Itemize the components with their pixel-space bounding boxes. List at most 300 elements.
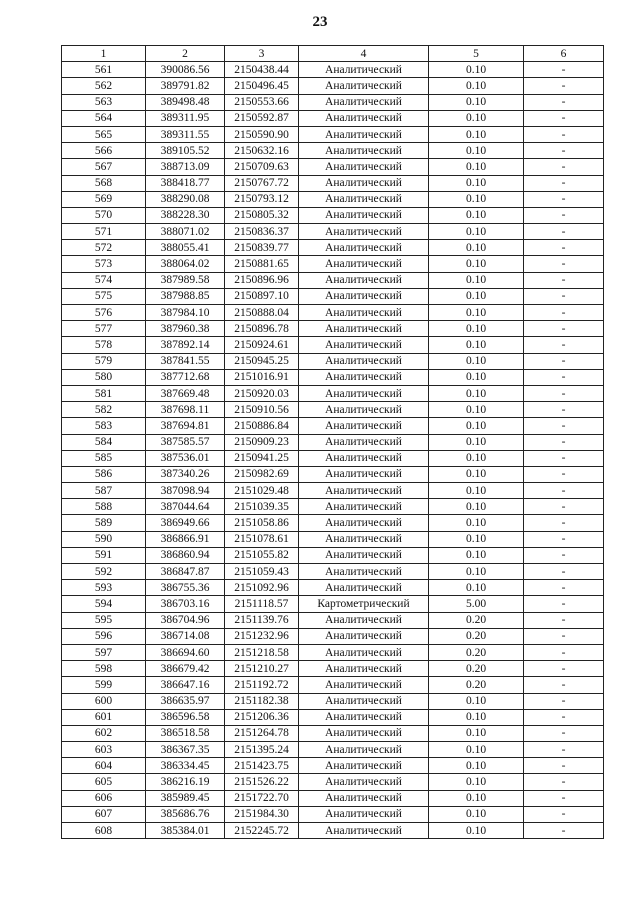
table-row [62,385,604,401]
note-cell: - [524,402,604,418]
x-coordinate-cell: 386714.08 [146,628,225,644]
method-cell: Аналитический [299,337,429,353]
x-coordinate-cell: 387340.26 [146,466,225,482]
y-coordinate-cell: 2151139.76 [225,612,299,628]
note-cell: - [524,531,604,547]
y-coordinate-cell: 2150767.72 [225,175,299,191]
y-coordinate-cell: 2150920.03 [225,385,299,401]
x-coordinate-cell: 387984.10 [146,305,225,321]
point-number-cell: 568 [62,175,146,191]
x-coordinate-cell: 388290.08 [146,191,225,207]
y-coordinate-cell: 2151984.30 [225,806,299,822]
point-number-cell: 599 [62,677,146,693]
accuracy-cell: 0.10 [429,725,524,741]
y-coordinate-cell: 2151039.35 [225,499,299,515]
accuracy-cell: 0.10 [429,337,524,353]
table-header-row [62,46,604,62]
note-cell: - [524,709,604,725]
method-cell: Аналитический [299,547,429,563]
y-coordinate-cell: 2150632.16 [225,143,299,159]
table-row [62,434,604,450]
method-cell: Аналитический [299,531,429,547]
note-cell: - [524,62,604,78]
note-cell: - [524,580,604,596]
accuracy-cell: 0.10 [429,466,524,482]
accuracy-cell: 0.10 [429,159,524,175]
y-coordinate-cell: 2150886.84 [225,418,299,434]
point-number-cell: 591 [62,547,146,563]
table-row [62,515,604,531]
note-cell: - [524,418,604,434]
accuracy-cell: 0.10 [429,402,524,418]
accuracy-cell: 0.10 [429,240,524,256]
page-number: 23 [312,14,328,30]
note-cell: - [524,596,604,612]
note-cell: - [524,483,604,499]
method-cell: Аналитический [299,288,429,304]
note-cell: - [524,434,604,450]
point-number-cell: 576 [62,305,146,321]
table-row [62,337,604,353]
note-cell: - [524,499,604,515]
table-row [62,742,604,758]
accuracy-cell: 0.10 [429,742,524,758]
method-cell: Аналитический [299,240,429,256]
note-cell: - [524,159,604,175]
accuracy-cell: 0.10 [429,806,524,822]
accuracy-cell: 0.10 [429,321,524,337]
point-number-cell: 589 [62,515,146,531]
note-cell: - [524,272,604,288]
x-coordinate-cell: 386635.97 [146,693,225,709]
method-cell: Аналитический [299,628,429,644]
accuracy-cell: 0.10 [429,94,524,110]
y-coordinate-cell: 2151722.70 [225,790,299,806]
y-coordinate-cell: 2151218.58 [225,644,299,660]
x-coordinate-cell: 389311.95 [146,110,225,126]
point-number-cell: 605 [62,774,146,790]
method-cell: Аналитический [299,78,429,94]
x-coordinate-cell: 385686.76 [146,806,225,822]
method-cell: Аналитический [299,612,429,628]
method-cell: Аналитический [299,790,429,806]
accuracy-cell: 0.10 [429,693,524,709]
x-coordinate-cell: 388064.02 [146,256,225,272]
point-number-cell: 575 [62,288,146,304]
accuracy-cell: 0.10 [429,353,524,369]
method-cell: Аналитический [299,709,429,725]
point-number-cell: 601 [62,709,146,725]
point-number-cell: 607 [62,806,146,822]
x-coordinate-cell: 386703.16 [146,596,225,612]
x-coordinate-cell: 386847.87 [146,564,225,580]
y-coordinate-cell: 2150839.77 [225,240,299,256]
accuracy-cell: 0.20 [429,644,524,660]
point-number-cell: 582 [62,402,146,418]
method-cell: Аналитический [299,191,429,207]
y-coordinate-cell: 2151526.22 [225,774,299,790]
y-coordinate-cell: 2151192.72 [225,677,299,693]
x-coordinate-cell: 387044.64 [146,499,225,515]
accuracy-cell: 0.10 [429,288,524,304]
accuracy-cell: 0.10 [429,531,524,547]
accuracy-cell: 0.10 [429,515,524,531]
x-coordinate-cell: 388228.30 [146,207,225,223]
point-number-cell: 593 [62,580,146,596]
y-coordinate-cell: 2150805.32 [225,207,299,223]
y-coordinate-cell: 2151016.91 [225,369,299,385]
accuracy-cell: 0.20 [429,612,524,628]
x-coordinate-cell: 387841.55 [146,353,225,369]
note-cell: - [524,110,604,126]
y-coordinate-cell: 2151059.43 [225,564,299,580]
x-coordinate-cell: 387989.58 [146,272,225,288]
y-coordinate-cell: 2151182.38 [225,693,299,709]
method-cell: Аналитический [299,774,429,790]
accuracy-cell: 0.10 [429,450,524,466]
note-cell: - [524,806,604,822]
accuracy-cell: 0.10 [429,418,524,434]
y-coordinate-cell: 2151423.75 [225,758,299,774]
x-coordinate-cell: 389791.82 [146,78,225,94]
table-row [62,483,604,499]
y-coordinate-cell: 2150438.44 [225,62,299,78]
note-cell: - [524,693,604,709]
method-cell: Аналитический [299,677,429,693]
method-cell: Аналитический [299,806,429,822]
note-cell: - [524,78,604,94]
point-number-cell: 561 [62,62,146,78]
note-cell: - [524,547,604,563]
point-number-cell: 585 [62,450,146,466]
method-cell: Аналитический [299,369,429,385]
y-coordinate-cell: 2150896.78 [225,321,299,337]
y-coordinate-cell: 2151078.61 [225,531,299,547]
accuracy-cell: 0.10 [429,580,524,596]
method-cell: Аналитический [299,725,429,741]
point-number-cell: 584 [62,434,146,450]
x-coordinate-cell: 386866.91 [146,531,225,547]
point-number-cell: 563 [62,94,146,110]
x-coordinate-cell: 387585.57 [146,434,225,450]
coordinates-table [61,45,604,839]
y-coordinate-cell: 2150496.45 [225,78,299,94]
table-row [62,207,604,223]
method-cell: Аналитический [299,564,429,580]
table-row [62,758,604,774]
point-number-cell: 594 [62,596,146,612]
accuracy-cell: 0.10 [429,790,524,806]
point-number-cell: 565 [62,126,146,142]
table-row [62,418,604,434]
method-cell: Аналитический [299,483,429,499]
method-cell: Аналитический [299,207,429,223]
point-number-cell: 571 [62,224,146,240]
y-coordinate-cell: 2151092.96 [225,580,299,596]
point-number-cell: 602 [62,725,146,741]
table-row [62,644,604,660]
y-coordinate-cell: 2150553.66 [225,94,299,110]
note-cell: - [524,337,604,353]
column-header: 1 [62,46,146,62]
table-row [62,628,604,644]
y-coordinate-cell: 2150881.65 [225,256,299,272]
table-row [62,806,604,822]
accuracy-cell: 0.10 [429,434,524,450]
accuracy-cell: 0.10 [429,709,524,725]
accuracy-cell: 0.10 [429,256,524,272]
y-coordinate-cell: 2151395.24 [225,742,299,758]
table-row [62,126,604,142]
note-cell: - [524,143,604,159]
y-coordinate-cell: 2150836.37 [225,224,299,240]
accuracy-cell: 0.10 [429,499,524,515]
point-number-cell: 608 [62,823,146,839]
accuracy-cell: 0.10 [429,758,524,774]
x-coordinate-cell: 388071.02 [146,224,225,240]
method-cell: Аналитический [299,402,429,418]
point-number-cell: 567 [62,159,146,175]
x-coordinate-cell: 386596.58 [146,709,225,725]
method-cell: Картометрический [299,596,429,612]
point-number-cell: 564 [62,110,146,126]
x-coordinate-cell: 385989.45 [146,790,225,806]
x-coordinate-cell: 387536.01 [146,450,225,466]
point-number-cell: 569 [62,191,146,207]
column-header: 3 [225,46,299,62]
table-row [62,564,604,580]
note-cell: - [524,644,604,660]
method-cell: Аналитический [299,305,429,321]
note-cell: - [524,758,604,774]
point-number-cell: 604 [62,758,146,774]
table-row [62,823,604,839]
y-coordinate-cell: 2151118.57 [225,596,299,612]
x-coordinate-cell: 388713.09 [146,159,225,175]
method-cell: Аналитический [299,175,429,191]
note-cell: - [524,628,604,644]
accuracy-cell: 0.10 [429,272,524,288]
point-number-cell: 577 [62,321,146,337]
note-cell: - [524,175,604,191]
note-cell: - [524,564,604,580]
note-cell: - [524,353,604,369]
note-cell: - [524,790,604,806]
x-coordinate-cell: 387960.38 [146,321,225,337]
table-row [62,175,604,191]
table-row [62,402,604,418]
point-number-cell: 579 [62,353,146,369]
note-cell: - [524,126,604,142]
note-cell: - [524,94,604,110]
y-coordinate-cell: 2150909.23 [225,434,299,450]
note-cell: - [524,612,604,628]
accuracy-cell: 0.10 [429,143,524,159]
table-row [62,159,604,175]
point-number-cell: 598 [62,661,146,677]
point-number-cell: 573 [62,256,146,272]
y-coordinate-cell: 2150945.25 [225,353,299,369]
note-cell: - [524,191,604,207]
x-coordinate-cell: 386694.60 [146,644,225,660]
point-number-cell: 588 [62,499,146,515]
column-header: 5 [429,46,524,62]
table-row [62,353,604,369]
x-coordinate-cell: 389105.52 [146,143,225,159]
table-row [62,547,604,563]
y-coordinate-cell: 2151232.96 [225,628,299,644]
y-coordinate-cell: 2150910.56 [225,402,299,418]
x-coordinate-cell: 389498.48 [146,94,225,110]
y-coordinate-cell: 2152245.72 [225,823,299,839]
table-row [62,774,604,790]
point-number-cell: 600 [62,693,146,709]
accuracy-cell: 0.20 [429,661,524,677]
note-cell: - [524,207,604,223]
note-cell: - [524,321,604,337]
point-number-cell: 578 [62,337,146,353]
method-cell: Аналитический [299,580,429,596]
table-row [62,369,604,385]
method-cell: Аналитический [299,62,429,78]
table-row [62,499,604,515]
x-coordinate-cell: 386334.45 [146,758,225,774]
table-body [62,62,604,839]
x-coordinate-cell: 389311.55 [146,126,225,142]
x-coordinate-cell: 387698.11 [146,402,225,418]
table-row [62,450,604,466]
method-cell: Аналитический [299,758,429,774]
y-coordinate-cell: 2150896.96 [225,272,299,288]
accuracy-cell: 0.10 [429,547,524,563]
point-number-cell: 562 [62,78,146,94]
y-coordinate-cell: 2150941.25 [225,450,299,466]
x-coordinate-cell: 386704.96 [146,612,225,628]
x-coordinate-cell: 387694.81 [146,418,225,434]
accuracy-cell: 0.20 [429,677,524,693]
note-cell: - [524,224,604,240]
table-row [62,321,604,337]
accuracy-cell: 0.10 [429,126,524,142]
column-header: 6 [524,46,604,62]
method-cell: Аналитический [299,466,429,482]
column-header: 2 [146,46,225,62]
table-row [62,191,604,207]
table-row [62,466,604,482]
method-cell: Аналитический [299,418,429,434]
note-cell: - [524,466,604,482]
point-number-cell: 587 [62,483,146,499]
note-cell: - [524,677,604,693]
point-number-cell: 586 [62,466,146,482]
table-row [62,661,604,677]
point-number-cell: 572 [62,240,146,256]
accuracy-cell: 0.10 [429,385,524,401]
method-cell: Аналитический [299,644,429,660]
note-cell: - [524,661,604,677]
accuracy-cell: 0.10 [429,207,524,223]
accuracy-cell: 0.10 [429,62,524,78]
x-coordinate-cell: 386679.42 [146,661,225,677]
x-coordinate-cell: 386755.36 [146,580,225,596]
accuracy-cell: 0.10 [429,191,524,207]
x-coordinate-cell: 387892.14 [146,337,225,353]
note-cell: - [524,369,604,385]
y-coordinate-cell: 2150924.61 [225,337,299,353]
column-header: 4 [299,46,429,62]
table-row [62,78,604,94]
accuracy-cell: 0.10 [429,564,524,580]
table-row [62,94,604,110]
table-row [62,596,604,612]
note-cell: - [524,256,604,272]
x-coordinate-cell: 385384.01 [146,823,225,839]
accuracy-cell: 0.10 [429,483,524,499]
accuracy-cell: 0.10 [429,369,524,385]
note-cell: - [524,823,604,839]
y-coordinate-cell: 2150897.10 [225,288,299,304]
method-cell: Аналитический [299,661,429,677]
accuracy-cell: 0.20 [429,628,524,644]
method-cell: Аналитический [299,159,429,175]
note-cell: - [524,288,604,304]
table-row [62,288,604,304]
x-coordinate-cell: 387098.94 [146,483,225,499]
method-cell: Аналитический [299,224,429,240]
accuracy-cell: 5.00 [429,596,524,612]
point-number-cell: 581 [62,385,146,401]
method-cell: Аналитический [299,385,429,401]
x-coordinate-cell: 386216.19 [146,774,225,790]
x-coordinate-cell: 387712.68 [146,369,225,385]
accuracy-cell: 0.10 [429,175,524,191]
table-row [62,677,604,693]
accuracy-cell: 0.10 [429,774,524,790]
x-coordinate-cell: 386367.35 [146,742,225,758]
point-number-cell: 592 [62,564,146,580]
x-coordinate-cell: 386647.16 [146,677,225,693]
method-cell: Аналитический [299,515,429,531]
x-coordinate-cell: 388418.77 [146,175,225,191]
table-row [62,531,604,547]
point-number-cell: 583 [62,418,146,434]
y-coordinate-cell: 2150982.69 [225,466,299,482]
x-coordinate-cell: 386518.58 [146,725,225,741]
table-row [62,790,604,806]
y-coordinate-cell: 2151206.36 [225,709,299,725]
method-cell: Аналитический [299,321,429,337]
table-row [62,143,604,159]
point-number-cell: 596 [62,628,146,644]
accuracy-cell: 0.10 [429,224,524,240]
x-coordinate-cell: 387988.85 [146,288,225,304]
accuracy-cell: 0.10 [429,823,524,839]
method-cell: Аналитический [299,434,429,450]
table-row [62,612,604,628]
x-coordinate-cell: 390086.56 [146,62,225,78]
point-number-cell: 574 [62,272,146,288]
point-number-cell: 566 [62,143,146,159]
x-coordinate-cell: 387669.48 [146,385,225,401]
method-cell: Аналитический [299,499,429,515]
point-number-cell: 570 [62,207,146,223]
method-cell: Аналитический [299,742,429,758]
x-coordinate-cell: 386860.94 [146,547,225,563]
accuracy-cell: 0.10 [429,110,524,126]
x-coordinate-cell: 386949.66 [146,515,225,531]
method-cell: Аналитический [299,353,429,369]
method-cell: Аналитический [299,143,429,159]
